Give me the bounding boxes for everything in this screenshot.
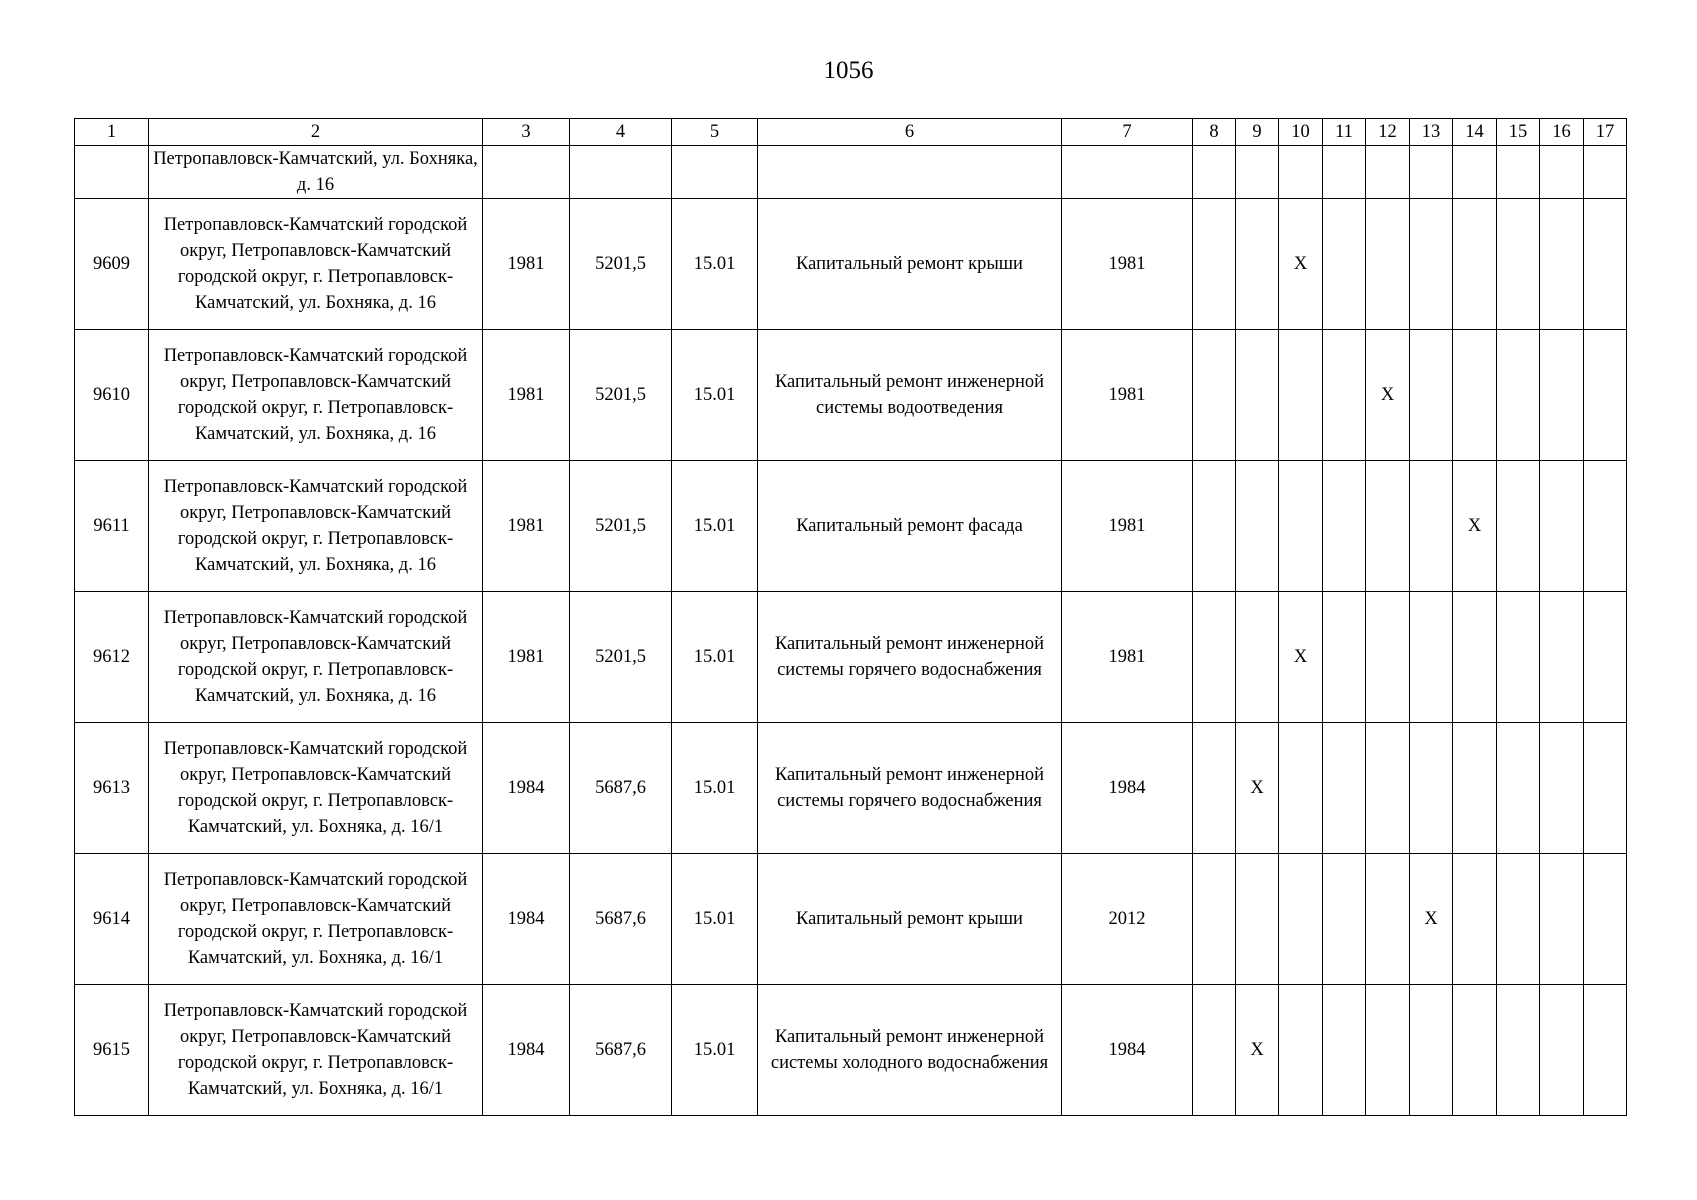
mark-cell xyxy=(1193,330,1236,461)
mark-cell xyxy=(1193,461,1236,592)
table-row xyxy=(75,985,1627,1116)
area-cell: 5687,6 xyxy=(570,854,672,985)
column-header: 3 xyxy=(483,119,570,146)
code-cell: 15.01 xyxy=(672,199,758,330)
mark-cell xyxy=(1236,461,1279,592)
mark-cell xyxy=(1497,592,1540,723)
empty-cell xyxy=(1062,146,1193,199)
mark-cell xyxy=(1193,146,1236,199)
mark-cell xyxy=(1584,199,1627,330)
column-header: 16 xyxy=(1540,119,1584,146)
mark-cell: X xyxy=(1236,985,1279,1116)
mark-cell xyxy=(1323,985,1366,1116)
column-header: 7 xyxy=(1062,119,1193,146)
column-header: 10 xyxy=(1279,119,1323,146)
mark-cell xyxy=(1584,985,1627,1116)
work-year-cell: 1981 xyxy=(1062,461,1193,592)
mark-cell xyxy=(1323,199,1366,330)
column-header: 11 xyxy=(1323,119,1366,146)
mark-cell xyxy=(1323,146,1366,199)
mark-cell xyxy=(1453,854,1497,985)
work-year-cell: 2012 xyxy=(1062,854,1193,985)
mark-cell xyxy=(1540,723,1584,854)
mark-cell xyxy=(1236,146,1279,199)
mark-cell xyxy=(1453,985,1497,1116)
work-type-cell: Капитальный ремонт крыши xyxy=(758,199,1062,330)
column-header: 17 xyxy=(1584,119,1627,146)
mark-cell xyxy=(1410,592,1453,723)
mark-cell xyxy=(1366,592,1410,723)
area-cell: 5201,5 xyxy=(570,199,672,330)
mark-cell xyxy=(1279,854,1323,985)
code-cell: 15.01 xyxy=(672,854,758,985)
work-year-cell: 1981 xyxy=(1062,199,1193,330)
continuation-row xyxy=(75,146,1627,199)
mark-cell xyxy=(1584,146,1627,199)
work-year-cell: 1981 xyxy=(1062,330,1193,461)
address-cell: Петропавловск-Камчатский городской округ, Петропавловск-Камчатский городской округ, г. Петропавловск-Камчатский, ул. Бохняка, д. 16 xyxy=(149,592,483,723)
address-cell: Петропавловск-Камчатский городской округ, Петропавловск-Камчатский городской округ, г. Петропавловск-Камчатский, ул. Бохняка, д. 16/1 xyxy=(149,854,483,985)
mark-cell xyxy=(1366,461,1410,592)
register-table xyxy=(74,118,1627,1116)
address-cell: Петропавловск-Камчатский городской округ, Петропавловск-Камчатский городской округ, г. Петропавловск-Камчатский, ул. Бохняка, д. 16 xyxy=(149,199,483,330)
mark-cell xyxy=(1497,461,1540,592)
mark-cell xyxy=(1453,330,1497,461)
column-header: 1 xyxy=(75,119,149,146)
row-number-cell xyxy=(75,146,149,199)
year-built-cell: 1981 xyxy=(483,592,570,723)
year-built-cell: 1984 xyxy=(483,985,570,1116)
mark-cell xyxy=(1540,146,1584,199)
column-header: 6 xyxy=(758,119,1062,146)
mark-cell xyxy=(1410,146,1453,199)
table-row xyxy=(75,854,1627,985)
row-number-cell: 9611 xyxy=(75,461,149,592)
mark-cell xyxy=(1497,985,1540,1116)
mark-cell xyxy=(1497,854,1540,985)
area-cell: 5201,5 xyxy=(570,592,672,723)
mark-cell xyxy=(1236,330,1279,461)
year-built-cell: 1984 xyxy=(483,723,570,854)
mark-cell xyxy=(1410,461,1453,592)
work-type-cell: Капитальный ремонт инженерной системы холодного водоснабжения xyxy=(758,985,1062,1116)
mark-cell xyxy=(1453,723,1497,854)
mark-cell xyxy=(1193,199,1236,330)
column-header: 2 xyxy=(149,119,483,146)
mark-cell: X xyxy=(1279,592,1323,723)
row-number-cell: 9609 xyxy=(75,199,149,330)
mark-cell xyxy=(1236,592,1279,723)
year-built-cell: 1981 xyxy=(483,461,570,592)
mark-cell xyxy=(1236,854,1279,985)
mark-cell xyxy=(1540,854,1584,985)
mark-cell xyxy=(1540,985,1584,1116)
mark-cell xyxy=(1410,199,1453,330)
address-cell: Петропавловск-Камчатский городской округ, Петропавловск-Камчатский городской округ, г. Петропавловск-Камчатский, ул. Бохняка, д. 16 xyxy=(149,461,483,592)
work-type-cell: Капитальный ремонт инженерной системы горячего водоснабжения xyxy=(758,592,1062,723)
mark-cell: X xyxy=(1453,461,1497,592)
mark-cell: X xyxy=(1410,854,1453,985)
column-header: 4 xyxy=(570,119,672,146)
address-cell: Петропавловск-Камчатский городской округ, Петропавловск-Камчатский городской округ, г. Петропавловск-Камчатский, ул. Бохняка, д. 16/1 xyxy=(149,985,483,1116)
mark-cell xyxy=(1279,985,1323,1116)
mark-cell: X xyxy=(1236,723,1279,854)
table-row xyxy=(75,461,1627,592)
mark-cell xyxy=(1540,592,1584,723)
mark-cell xyxy=(1193,723,1236,854)
mark-cell xyxy=(1584,330,1627,461)
mark-cell xyxy=(1453,592,1497,723)
column-header: 12 xyxy=(1366,119,1410,146)
column-header: 13 xyxy=(1410,119,1453,146)
table-row xyxy=(75,199,1627,330)
mark-cell xyxy=(1584,461,1627,592)
mark-cell xyxy=(1366,199,1410,330)
mark-cell xyxy=(1366,985,1410,1116)
row-number-cell: 9615 xyxy=(75,985,149,1116)
column-header: 5 xyxy=(672,119,758,146)
table-row xyxy=(75,592,1627,723)
column-header: 8 xyxy=(1193,119,1236,146)
year-built-cell: 1984 xyxy=(483,854,570,985)
mark-cell xyxy=(1584,592,1627,723)
mark-cell xyxy=(1193,592,1236,723)
mark-cell xyxy=(1497,199,1540,330)
work-type-cell: Капитальный ремонт фасада xyxy=(758,461,1062,592)
mark-cell xyxy=(1453,146,1497,199)
mark-cell xyxy=(1323,854,1366,985)
mark-cell: X xyxy=(1366,330,1410,461)
mark-cell xyxy=(1279,330,1323,461)
empty-cell xyxy=(672,146,758,199)
mark-cell xyxy=(1193,854,1236,985)
mark-cell xyxy=(1366,146,1410,199)
mark-cell xyxy=(1540,461,1584,592)
mark-cell xyxy=(1584,723,1627,854)
row-number-cell: 9614 xyxy=(75,854,149,985)
mark-cell xyxy=(1497,146,1540,199)
work-year-cell: 1981 xyxy=(1062,592,1193,723)
code-cell: 15.01 xyxy=(672,461,758,592)
column-header: 15 xyxy=(1497,119,1540,146)
empty-cell xyxy=(570,146,672,199)
work-year-cell: 1984 xyxy=(1062,985,1193,1116)
mark-cell xyxy=(1279,461,1323,592)
mark-cell xyxy=(1540,330,1584,461)
work-type-cell: Капитальный ремонт инженерной системы горячего водоснабжения xyxy=(758,723,1062,854)
year-built-cell: 1981 xyxy=(483,330,570,461)
mark-cell xyxy=(1366,854,1410,985)
code-cell: 15.01 xyxy=(672,592,758,723)
mark-cell xyxy=(1366,723,1410,854)
area-cell: 5201,5 xyxy=(570,330,672,461)
mark-cell xyxy=(1323,723,1366,854)
area-cell: 5687,6 xyxy=(570,723,672,854)
mark-cell xyxy=(1323,330,1366,461)
mark-cell xyxy=(1410,985,1453,1116)
mark-cell xyxy=(1410,330,1453,461)
code-cell: 15.01 xyxy=(672,330,758,461)
mark-cell xyxy=(1323,461,1366,592)
mark-cell xyxy=(1410,723,1453,854)
address-cell: Петропавловск-Камчатский городской округ, Петропавловск-Камчатский городской округ, г. Петропавловск-Камчатский, ул. Бохняка, д. 16/1 xyxy=(149,723,483,854)
area-cell: 5687,6 xyxy=(570,985,672,1116)
row-number-cell: 9610 xyxy=(75,330,149,461)
address-cell: Петропавловск-Камчатский городской округ, Петропавловск-Камчатский городской округ, г. Петропавловск-Камчатский, ул. Бохняка, д. 16 xyxy=(149,330,483,461)
mark-cell xyxy=(1323,592,1366,723)
mark-cell xyxy=(1584,854,1627,985)
empty-cell xyxy=(758,146,1062,199)
mark-cell xyxy=(1279,723,1323,854)
page-number: 1056 xyxy=(823,57,874,84)
empty-cell xyxy=(483,146,570,199)
row-number-cell: 9613 xyxy=(75,723,149,854)
code-cell: 15.01 xyxy=(672,723,758,854)
work-year-cell: 1984 xyxy=(1062,723,1193,854)
year-built-cell: 1981 xyxy=(483,199,570,330)
mark-cell xyxy=(1497,723,1540,854)
mark-cell xyxy=(1453,199,1497,330)
mark-cell xyxy=(1497,330,1540,461)
area-cell: 5201,5 xyxy=(570,461,672,592)
column-number-row xyxy=(75,119,1627,146)
row-number-cell: 9612 xyxy=(75,592,149,723)
work-type-cell: Капитальный ремонт крыши xyxy=(758,854,1062,985)
mark-cell xyxy=(1540,199,1584,330)
address-cell: Петропавловск-Камчатский, ул. Бохняка, д. 16 xyxy=(149,146,483,199)
mark-cell: X xyxy=(1279,199,1323,330)
column-header: 14 xyxy=(1453,119,1497,146)
code-cell: 15.01 xyxy=(672,985,758,1116)
table-row xyxy=(75,330,1627,461)
mark-cell xyxy=(1193,985,1236,1116)
table-row xyxy=(75,723,1627,854)
mark-cell xyxy=(1236,199,1279,330)
work-type-cell: Капитальный ремонт инженерной системы водоотведения xyxy=(758,330,1062,461)
mark-cell xyxy=(1279,146,1323,199)
column-header: 9 xyxy=(1236,119,1279,146)
